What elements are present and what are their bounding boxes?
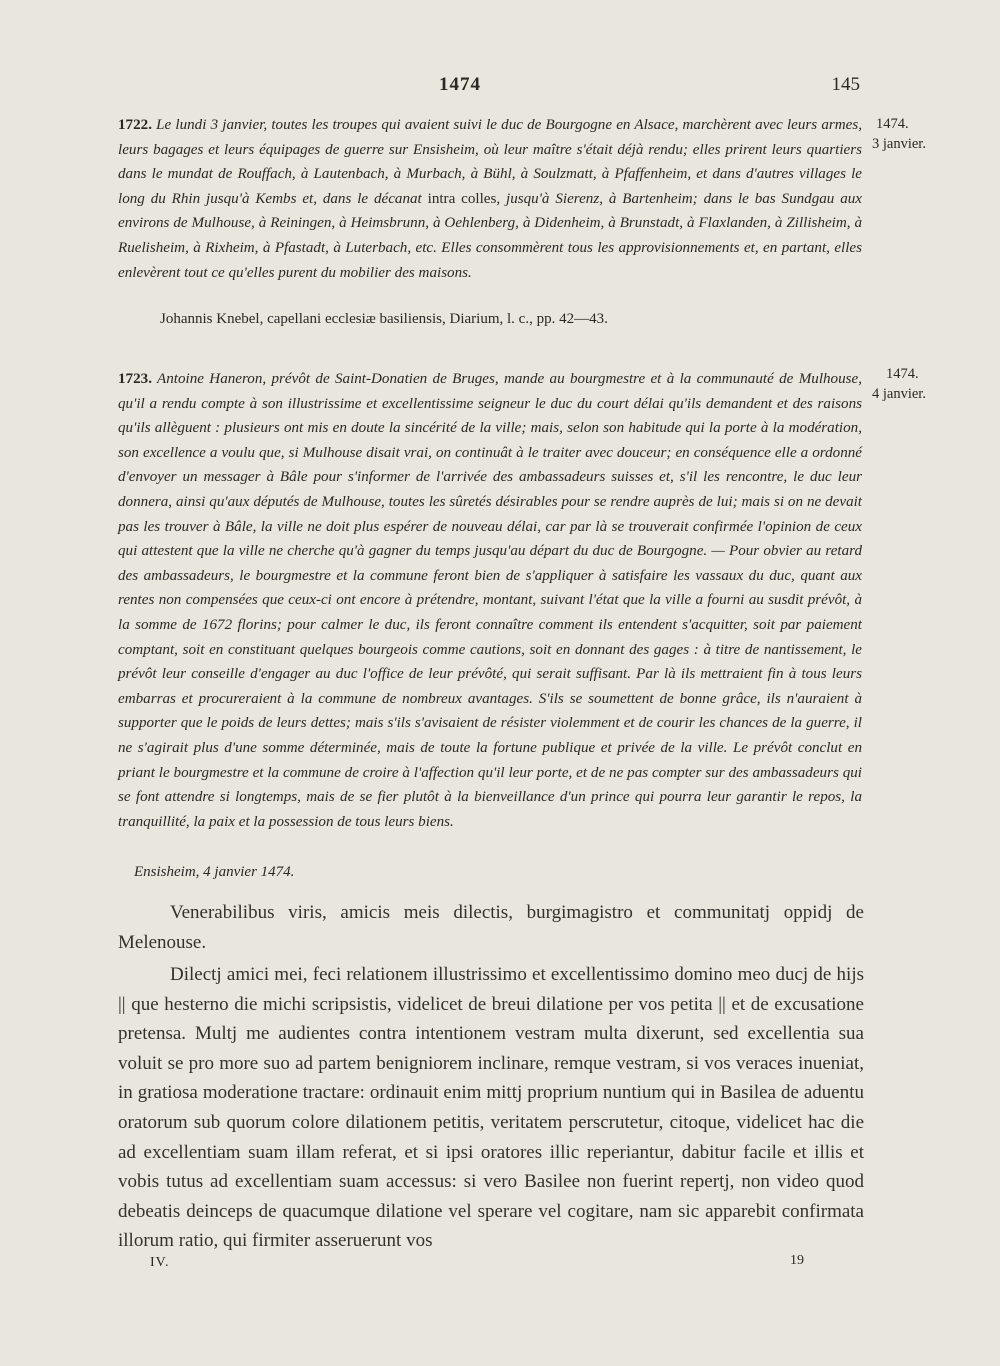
dateline: Ensisheim, 4 janvier 1474. [134, 864, 295, 880]
latin-salutation: Venerabilibus viris, amicis meis dilectis, burgimagistro et communitatj oppidj de Melenouse. [118, 902, 864, 953]
page-number: 145 [831, 74, 860, 95]
entry-text-part: Le lundi 3 janvier, toutes les troupes qui avaient suivi le duc de Bourgogne en Alsace, marchèrent avec leurs armes, leurs bagages et leurs équipages de guerre sur Ensisheim, où leur maître s'était déjà rendu; elles prirent leurs quartiers dans le mundat de Rouffach, à Lautenbach, à Murbach, à Bühl, à Soulzmatt, à Pfaffenheim, et dans d'autres villages le long du Rhin jusqu'à Kembs et, dans le décanat [118, 117, 862, 207]
margin-note-1723 [872, 364, 942, 404]
margin-date: 3 janvier. [872, 136, 926, 152]
margin-note-1722 [872, 114, 942, 154]
entry-text-roman: intra colles [427, 190, 497, 207]
entry-text-part: , jusqu'à Sierenz, à Bartenheim; dans le bas Sundgau aux environs de Mulhouse, à Reiningen, à Heimsbrunn, à Oehlenberg, à Didenheim, à Brunstadt, à Flaxlanden, à Zillisheim, à Ruelisheim, à Rixheim, à Pfastadt, à Luterbach, etc. Elles consommèrent tous les approvisionnements et, en partant, elles enlevèrent tout ce qu'elles purent du mobilier des maisons. [118, 190, 863, 281]
entry-1722-text [118, 113, 862, 285]
latin-body: Dilectj amici mei, feci relationem illustrissimo et excellentissimo domino meo ducj de hijs || que hesterno die michi scripsistis, videlicet de breui dilatione per vos petita || et de excusatione pretensa. Multj me audientes contra intentionem vestram multa dixerunt, sed excellentia sua voluit se pro more suo ad partem benigniorem inclinare, remque vestram, si vos veraces inueniat, in gratiosa moderatione tractare: ordinauit enim mittj proprium nuntium qui in Basilea de aduentu oratorum sub quorum colore dilationem petitis, veritatem perscrutetur, citoque, videlicet hac die ad excellentiam suam illam referat, et si ipsi oratores illic reperiantur, dabitur facile et illis et vobis tutus ad excellentiam suam accessus: si vero Basilee non fuerint repertj, non video quod debeatis deinceps de quacumque dilatione vel sperare vel cogitare, nam sic apparebit confirmata illorum ratio, qui firmiter asseruerunt vos [118, 964, 864, 1252]
running-head-year: 1474 [439, 74, 481, 95]
entry-1722 [118, 113, 862, 285]
entry-number: 1722. [118, 117, 152, 133]
margin-year: 1474. [886, 366, 919, 382]
margin-date: 4 janvier. [872, 386, 926, 402]
signature-mark: 19 [790, 1253, 804, 1268]
entry-text: Antoine Haneron, prévôt de Saint-Donatien de Bruges, mande au bourgmestre et à la communauté de Mulhouse, qu'il a rendu compte à son illustrissime et excellentissime seigneur le duc du court délai qu'ils demandent et des raisons qu'ils allèguent : plusieurs ont mis en doute la sincérité de la ville; mais, selon son habitude qui la porte à la modération, son excellence a voulu que, si Mulhouse disait vrai, on continuât à le traiter avec douceur; en conséquence elle a ordonné d'envoyer un messager à Bâle pour s'informer de l'arrivée des ambassadeurs suisses et, s'il les rencontre, le duc leur donnera, ainsi qu'aux députés de Mulhouse, toutes les sûretés désirables pour se rendre auprès de lui; mais si on ne devait pas les trouver à Bâle, la ville ne doit plus espérer de nouveau délai, car par là se trouverait confirmée l'opinion de ceux qui attestent que la ville ne cherche qu'à gagner du temps jusqu'au départ du duc de Bourgogne. — Pour obvier au retard des ambassadeurs, le bourgmestre et la commune feront bien de s'appliquer à satisfaire les vassaux du duc, quant aux rentes non compensées que ceux-ci ont encore à prétendre, montant, suivant l'état que la ville a fourni au susdit prévôt, à la somme de 1672 florins; pour calmer le duc, ils feront connaître comment ils entendent s'acquitter, soit par paiement comptant, soit en constituant quelques bourgeois comme cautions, soit en donnant des gages : à titre de nantissement, le prévôt leur conseille d'engager au duc l'office de leur prévôté, qui serait suffisant. Par là ils mettraient fin à tous leurs embarras et procureraient à la commune de nombreux avantages. S'ils se soumettent de bonne grâce, ils n'auraient à supporter que le poids de leurs dettes; mais s'ils s'avisaient de résister violemment et de courir les chances de la guerre, il ne s'agirait plus d'une somme déterminée, mais de toute la fortune publique et privée de la ville. Le prévôt conclut en priant le bourgmestre et la commune de croire à l'affection qu'il leur porte, et de ne pas compter sur des ambassadeurs qui se font attendre si longtemps, mais de se fier plutôt à la bienveillance d'un prince qui pourra leur garantir le repos, la tranquillité, la paix et la possession de tous leurs biens. [118, 371, 862, 830]
entry-1723-text [118, 367, 862, 834]
source-citation: Johannis Knebel, capellani ecclesiæ basiliensis, Diarium, l. c., pp. 42—43. [160, 311, 608, 327]
margin-year: 1474. [876, 116, 909, 132]
entry-1723 [118, 367, 862, 834]
entry-number: 1723. [118, 371, 152, 387]
volume-mark: IV. [150, 1255, 170, 1270]
